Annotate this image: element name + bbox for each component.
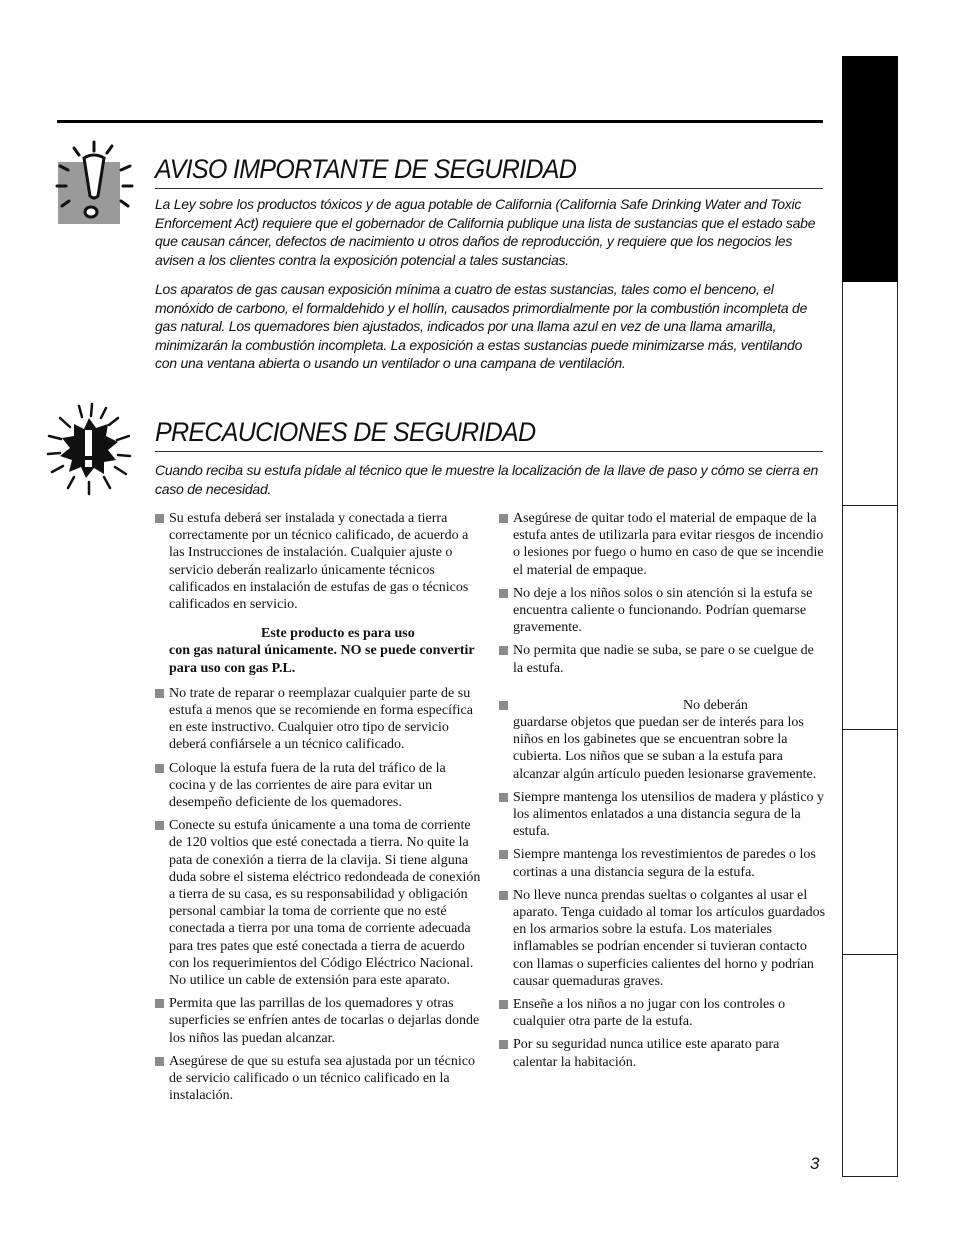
bullet-square-icon	[499, 1040, 508, 1049]
list-item: Coloque la estufa fuera de la ruta del tráfico de la cocina y de las corrientes de aire para evitar un desempeño deficiente de los quemadores.	[155, 760, 481, 812]
bullet-square-icon	[155, 999, 164, 1008]
list-item: Enseñe a los niños a no jugar con los controles o cualquier otra parte de la estufa.	[499, 996, 827, 1030]
section-heading-precauciones: PRECAUCIONES DE SEGURIDAD	[155, 417, 536, 447]
tab-divider	[843, 729, 897, 730]
bullet-square-icon	[499, 514, 508, 523]
burst-exclamation-icon	[46, 402, 132, 496]
bullet-square-icon	[499, 1000, 508, 1009]
tab-divider	[843, 954, 897, 955]
list-item: Conecte su estufa únicamente a una toma de corriente de 120 voltios que esté conectada a tierra. No quite la pata de conexión a tierra de la clavija. Si tiene alguna duda sobre el sistema eléctrico redondeada de conexión a tierra de su casa, es su responsabilidad y obligación personal cambiar la toma de corriente que no esté conectada a tierra por una toma de corriente adecuada para tres pates que esté conectada a tierra de acuerdo con los requerimientos del Código Eléctrico Nacional. No utilice un cable de extensión para este aparato.	[155, 817, 481, 989]
bullet-square-icon	[499, 701, 508, 710]
list-item: Su estufa deberá ser instalada y conectada a tierra correctamente por un técnico calificado, de acuerdo a las Instrucciones de instalación. Cualquier ajuste o servicio deberán realizarlo únicamente técnicos calificados en instalación de estufas de gas o técnicos calificados en servicio.	[155, 510, 481, 613]
list-item: No deberán guardarse objetos que puedan ser de interés para los niños en los gabinetes que se encuentran sobre la cubierta. Los niños que se suban a la estufa para alcanzar algún artículo pueden lesionarse gravemente.	[499, 697, 827, 783]
intro-paragraph: Cuando reciba su estufa pídale al técnico que le muestre la localización de la llave de paso y cómo se cierra en caso de necesidad.	[155, 462, 819, 497]
active-section-tab	[842, 56, 898, 282]
intro-paragraph: La Ley sobre los productos tóxicos y de agua potable de California (California Safe Drinking Water and Toxic Enforcement Act) requiere que el gobernador de California publique una lista de sustancias que el estado sabe que causan cáncer, defectos de nacimiento u otros daños de reproducción, y requiere que los negocios les avisen a los clientes contra la exposición potencial a tales sustancias.	[155, 196, 816, 268]
list-item: Por su seguridad nunca utilice este aparato para calentar la habitación.	[499, 1036, 827, 1070]
left-column	[155, 510, 481, 1105]
bullet-square-icon	[155, 764, 164, 773]
list-item: Asegúrese de que su estufa sea ajustada por un técnico de servicio calificado o un técnico calificado en la instalación.	[155, 1053, 481, 1105]
bullet-square-icon	[155, 821, 164, 830]
heading-rule	[155, 188, 823, 189]
bullet-square-icon	[499, 589, 508, 598]
section-heading-aviso: AVISO IMPORTANTE DE SEGURIDAD	[155, 154, 577, 184]
list-item: Asegúrese de quitar todo el material de empaque de la estufa antes de utilizarla para evitar riesgos de incendio o lesiones por fuego o humo en caso de que se incendie el material de empaque.	[499, 510, 827, 579]
list-item: No deje a los niños solos o sin atención si la estufa se encuentra caliente o funcionando. Podrían quemarse gravemente.	[499, 585, 827, 637]
bullet-square-icon	[499, 793, 508, 802]
list-item: No permita que nadie se suba, se pare o se cuelgue de la estufa.	[499, 642, 827, 676]
list-item: No lleve nunca prendas sueltas o colgantes al usar el aparato. Tenga cuidado al tomar los artículos guardados en los armarios sobre la estufa. Los materiales inflamables se podrían encender si tuvieran contacto con llamas o superficies calientes del horno y podrían causar quemaduras graves.	[499, 887, 827, 990]
top-rule	[57, 120, 823, 123]
bullet-square-icon	[155, 1057, 164, 1066]
bullet-square-icon	[499, 891, 508, 900]
right-column	[499, 510, 827, 1071]
intro-paragraph: Los aparatos de gas causan exposición mínima a cuatro de estas sustancias, tales como el benceno, el monóxido de carbono, el formaldehido y el hollín, causados primordialmente por la combustión incompleta de gas natural. Los quemadores bien ajustados, indicados por una llama azul en vez de una llama amarilla, minimizarán la combustión incompleta. La exposición a estas sustancias puede minimizarse más, ventilando con una ventana abierta o usando un ventilador o una campana de ventilación.	[155, 281, 808, 372]
bullet-square-icon	[499, 850, 508, 859]
heading-rule	[155, 451, 823, 452]
tab-divider	[843, 505, 897, 506]
list-item: No trate de reparar o reemplazar cualquier parte de su estufa a menos que se recomiende en forma específica en este instructivo. Cualquier otro tipo de servicio deberá confiársele a un técnico calificado.	[155, 685, 481, 754]
page-number: 3	[810, 1154, 820, 1173]
bullet-square-icon	[155, 514, 164, 523]
bullet-square-icon	[155, 689, 164, 698]
list-item: Siempre mantenga los utensilios de madera y plástico y los alimentos enlatados a una distancia segura de la estufa.	[499, 789, 827, 841]
warning-exclamation-icon	[54, 140, 134, 226]
gas-type-note: Este producto es para uso con gas natural únicamente. NO se puede convertir para uso con gas P.L.	[169, 626, 475, 676]
bullet-square-icon	[499, 646, 508, 655]
section-tab-strip	[842, 56, 898, 1177]
list-item: Permita que las parrillas de los quemadores y otras superficies se enfríen antes de tocarlas o dejarlas donde los niños las puedan alcanzar.	[155, 995, 481, 1047]
list-item: Siempre mantenga los revestimientos de paredes o los cortinas a una distancia segura de la estufa.	[499, 846, 827, 880]
